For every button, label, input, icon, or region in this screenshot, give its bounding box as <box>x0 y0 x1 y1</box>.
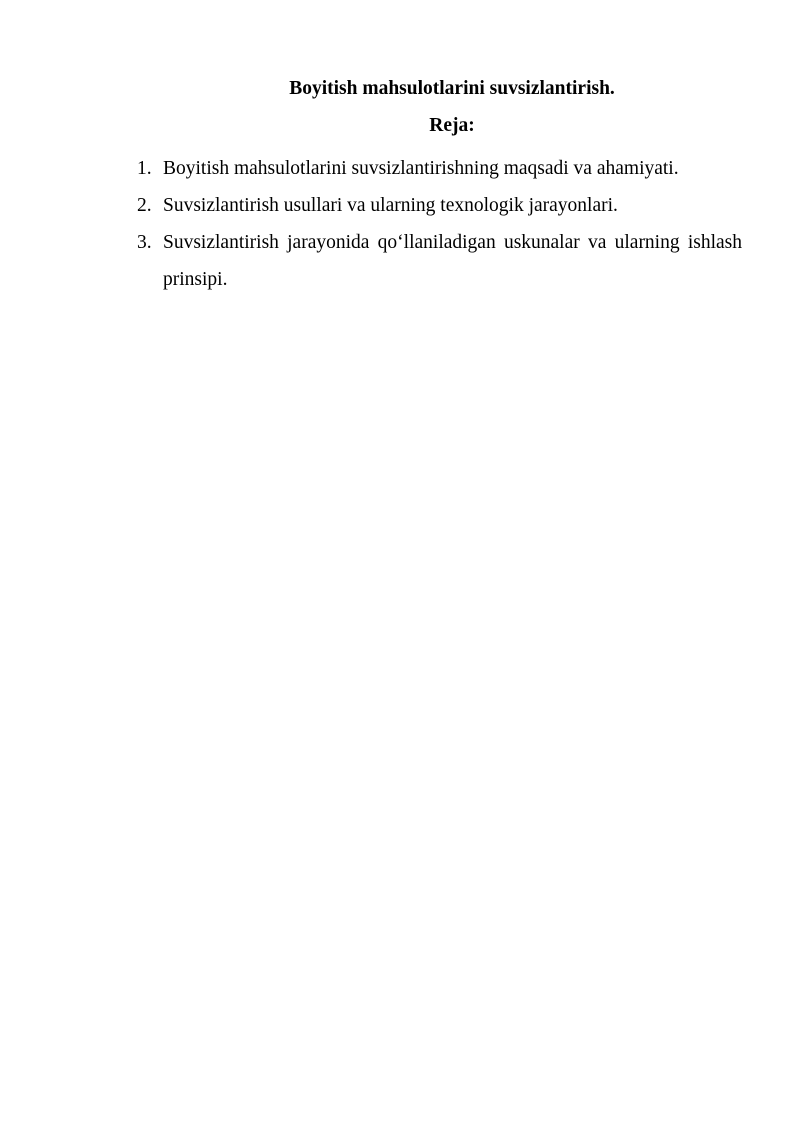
plan-item-1 <box>137 150 742 187</box>
document-title: Boyitish mahsulotlarini suvsizlantirish. <box>289 78 615 99</box>
plan-item-number: 1. <box>137 158 152 179</box>
plan-item-text: Suvsizlantirish usullari va ularning texnologik jarayonlari. <box>163 195 618 216</box>
plan-item-text: Suvsizlantirish jarayonida qo‘llaniladigan uskunalar va ularning ishlash prinsipi. <box>163 232 742 290</box>
plan-item-3 <box>137 224 742 298</box>
plan-item-text: Boyitish mahsulotlarini suvsizlantirishning maqsadi va ahamiyati. <box>163 158 679 179</box>
plan-list <box>137 150 742 298</box>
plan-item-number: 3. <box>137 232 152 253</box>
plan-item-number: 2. <box>137 195 152 216</box>
plan-item-2 <box>137 187 742 224</box>
plan-heading: Reja: <box>429 115 475 136</box>
